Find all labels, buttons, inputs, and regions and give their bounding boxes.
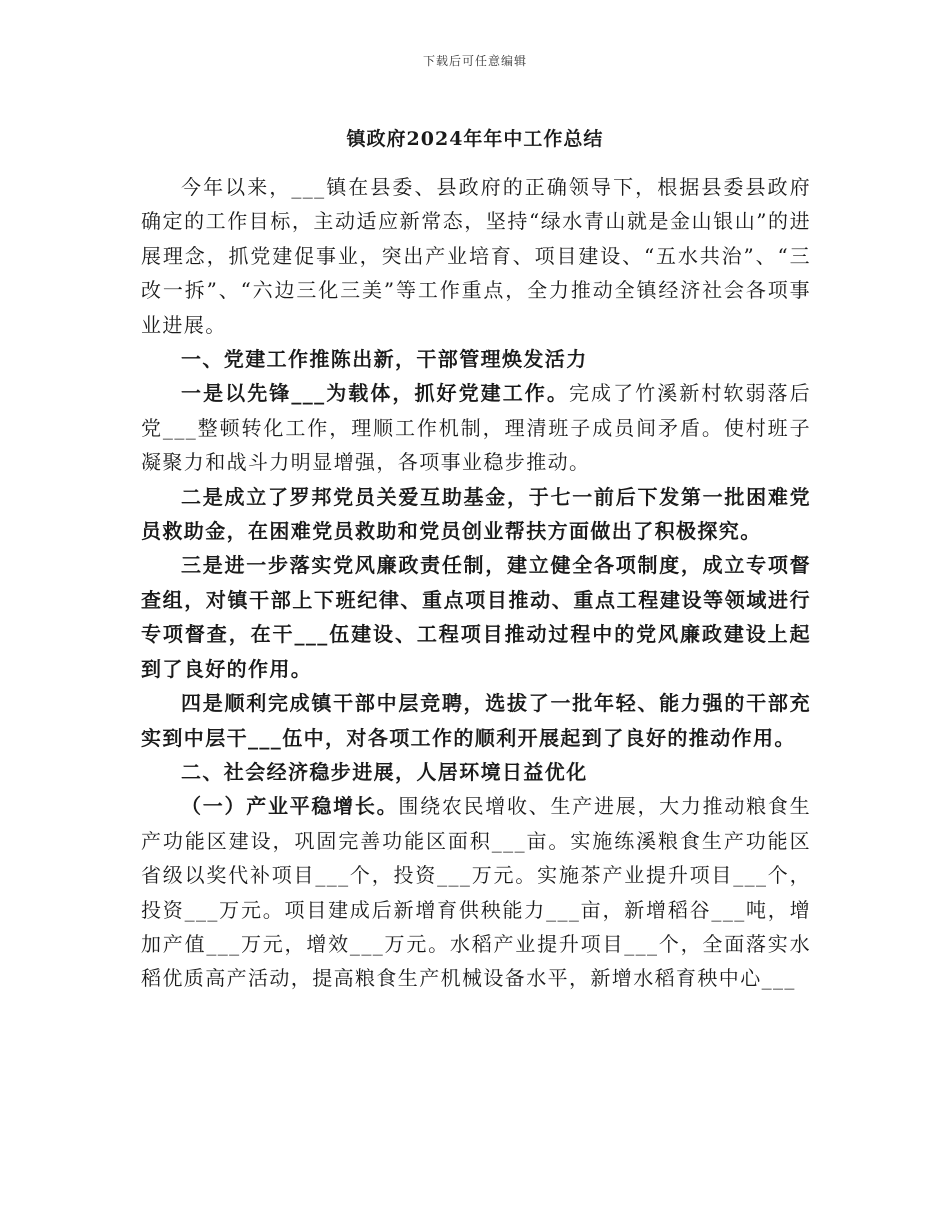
paragraph-item-4 — [141, 686, 811, 755]
document-title: 镇政府2024年年中工作总结 — [346, 128, 604, 150]
paragraph-lead: 三是进一步落实党风廉政责任制，建立健全各项制度，成立专项督查组，对镇干部上下班纪律、重点项目推动、重点工程建设等领域进行专项督查，在干___伍建设、工程项目推动过程中的党风廉政建设上起到了良好的作用。 — [141, 553, 811, 681]
document-body — [141, 170, 811, 996]
section-heading-text: 一、党建工作推陈出新，干部管理焕发活力 — [181, 347, 588, 372]
paragraph-intro — [141, 170, 811, 342]
paragraph-lead: （一）产业平稳增长。 — [181, 794, 399, 819]
paragraph-lead: 一是以先锋___为载体，抓好党建工作。 — [181, 381, 569, 406]
section-heading-text: 二、社会经济稳步进展，人居环境日益优化 — [181, 759, 588, 784]
paragraph-text: 完成了竹溪新村软弱落后党___整顿转化工作，理顺工作机制，理清班子成员间矛盾。使村班子凝聚力和战斗力明显增强，各项事业稳步推动。 — [141, 381, 811, 475]
page-header: 下载后可任意编辑 — [422, 54, 527, 68]
paragraph-item-2 — [141, 480, 811, 549]
paragraph-lead: 二是成立了罗邦党员关爱互助基金，于七一前后下发第一批困难党员救助金，在困难党员救助和党员创业帮扶方面做出了积极探究。 — [141, 484, 811, 544]
paragraph-item-1 — [141, 376, 811, 479]
section-heading-economy — [141, 755, 811, 789]
section-heading-party-building — [141, 342, 811, 376]
paragraph-lead: 四是顺利完成镇干部中层竞聘，选拔了一批年轻、能力强的干部充实到中层干___伍中，对各项工作的顺利开展起到了良好的推动作用。 — [141, 691, 811, 750]
paragraph-text: 今年以来，___镇在县委、县政府的正确领导下，根据县委县政府确定的工作目标，主动适应新常态，坚持“绿水青山就是金山银山”的进展理念，抓党建促事业，突出产业培育、项目建设、“五水共治”、“三改一拆”、“六边三化三美”等工作重点，全力推动全镇经济社会各项事业进展。 — [141, 175, 811, 337]
paragraph-item-3 — [141, 548, 811, 686]
paragraph-text: 围绕农民增收、生产进展，大力推动粮食生产功能区建设，巩固完善功能区面积___亩。实施练溪粮食生产功能区省级以奖代补项目___个，投资___万元。实施茶产业提升项目___个，投资___万元。项目建成后新增育供秧能力___亩，新增稻谷___吨，增加产值___万元，增效___万元。水稻产业提升项目___个，全面落实水稻优质高产活动，提高粮食生产机械设备水平，新增水稻育秧中心___ — [141, 794, 811, 991]
paragraph-industry — [141, 789, 811, 995]
